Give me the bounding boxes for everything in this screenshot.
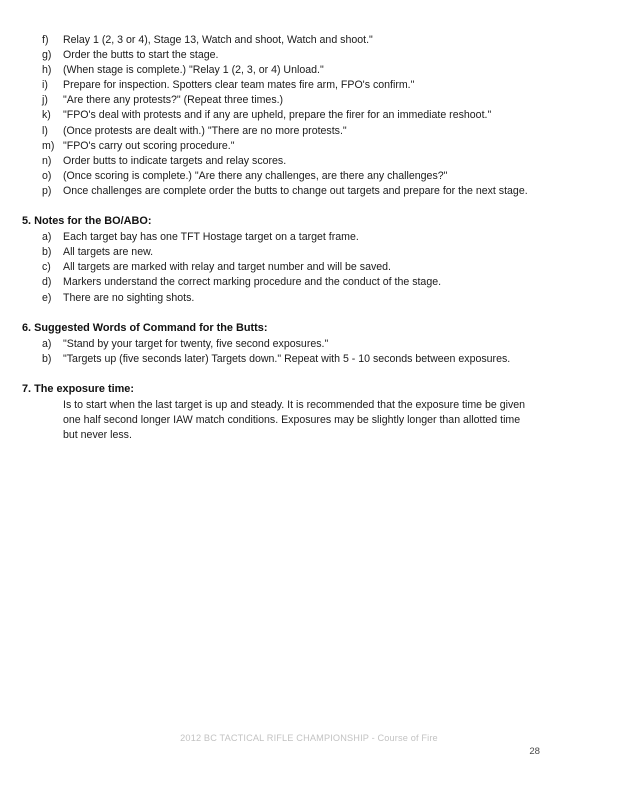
list-item — [22, 337, 534, 352]
list-item-text: "FPO's deal with protests and if any are upheld, prepare the firer for an immediate reshoot." — [63, 109, 492, 122]
list-item-marker: k) — [42, 109, 51, 122]
list-item-text: There are no sighting shots. — [63, 291, 195, 304]
list-item — [22, 63, 534, 78]
list-item-text: Prepare for inspection. Spotters clear team mates fire arm, FPO's confirm." — [63, 79, 415, 92]
list-item-text: (When stage is complete.) "Relay 1 (2, 3, or 4) Unload." — [63, 64, 324, 77]
list-item — [22, 291, 534, 306]
list-item — [22, 275, 534, 290]
page-number: 28 — [529, 746, 540, 757]
section — [22, 321, 534, 367]
list-item-marker: f) — [42, 34, 49, 46]
list-item-marker: j) — [42, 94, 48, 107]
list-item-marker: o) — [42, 169, 52, 182]
list-item — [22, 184, 534, 199]
list-item-text: "Stand by your target for twenty, five second exposures." — [63, 337, 329, 350]
list-item — [22, 48, 534, 63]
list-item-text: "Targets up (five seconds later) Targets down." Repeat with 5 - 10 seconds between exposures. — [63, 352, 511, 365]
list-item-text: "Are there any protests?" (Repeat three times.) — [63, 94, 284, 107]
list-item-marker: g) — [42, 49, 52, 62]
list-item — [22, 352, 534, 367]
list-item-marker: m) — [42, 139, 55, 152]
list-item-text: Markers understand the correct marking procedure and the conduct of the stage. — [63, 276, 442, 289]
list-item-text: Once challenges are complete order the butts to change out targets and prepare for the next stage. — [63, 184, 528, 197]
list-item-marker: b) — [42, 352, 52, 365]
list-item — [22, 124, 534, 139]
numbered-sections — [22, 214, 534, 443]
list-item — [22, 230, 534, 245]
list-item-text: Order butts to indicate targets and relay scores. — [63, 154, 287, 167]
list-item-marker: d) — [42, 276, 52, 289]
list-item-text: (Once protests are dealt with.) "There are no more protests." — [63, 124, 347, 137]
list-item-marker: a) — [42, 231, 52, 244]
list-item-text: Relay 1 (2, 3 or 4), Stage 13, Watch and shoot, Watch and shoot." — [63, 34, 373, 46]
list-item-marker: l) — [42, 124, 48, 137]
section-heading: 5. Notes for the BO/ABO: — [22, 215, 152, 228]
section-lettered-list — [22, 230, 534, 305]
list-item-marker: a) — [42, 337, 52, 350]
list-item-marker: p) — [42, 184, 52, 197]
list-item-marker: h) — [42, 64, 52, 77]
list-item-marker: c) — [42, 261, 51, 274]
list-item — [22, 108, 534, 123]
section-heading: 7. The exposure time: — [22, 382, 134, 395]
list-item — [22, 154, 534, 169]
list-item — [22, 169, 534, 184]
list-item-marker: b) — [42, 246, 52, 259]
list-item-marker: n) — [42, 154, 52, 167]
list-item-marker: e) — [42, 291, 52, 304]
section-lettered-list — [22, 337, 534, 367]
list-item-text: (Once scoring is complete.) "Are there any challenges, are there any challenges?" — [63, 169, 448, 182]
page-content — [22, 33, 534, 443]
list-item-text: All targets are new. — [63, 246, 154, 259]
section-heading: 6. Suggested Words of Command for the Butts: — [22, 321, 268, 334]
list-item-text: Each target bay has one TFT Hostage target on a target frame. — [63, 231, 359, 244]
list-item — [22, 139, 534, 154]
list-item — [22, 245, 534, 260]
list-item-marker: i) — [42, 79, 48, 92]
list-item — [22, 33, 534, 48]
list-item-text: "FPO's carry out scoring procedure." — [63, 139, 235, 152]
list-item — [22, 93, 534, 108]
section-paragraph: Is to start when the last target is up and steady. It is recommended that the exposure time be given one half second longer IAW match conditions. Exposures may be slightly longer than allotted time but never less. — [63, 398, 526, 442]
section — [22, 214, 534, 306]
list-item-text: All targets are marked with relay and target number and will be saved. — [63, 261, 391, 274]
list-item — [22, 260, 534, 275]
page-footer: 2012 BC TACTICAL RIFLE CHAMPIONSHIP - Course of Fire — [180, 733, 438, 743]
section — [22, 382, 534, 443]
list-item — [22, 78, 534, 93]
continued-lettered-list — [22, 33, 534, 199]
list-item-text: Order the butts to start the stage. — [63, 49, 219, 62]
